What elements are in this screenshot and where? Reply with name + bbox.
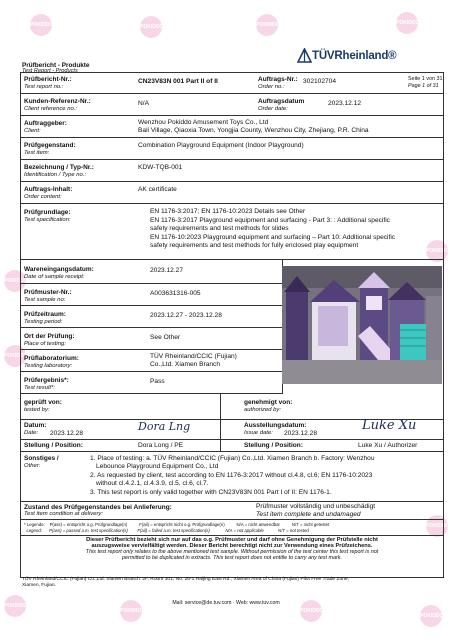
testing-period-value: 2023.12.27 - 2023.12.28 [150,312,222,319]
label-sample-no: Prüfmuster-Nr.: [24,289,72,296]
label-testing-period-en: Testing period: [24,319,63,325]
label-client-ref-en: Client reference no.: [24,106,78,112]
other-line: without cl.4.2.1, cl.4.3.9, cl.5, cl.6, cl.7. [96,480,209,487]
label-place: Ort der Prüfung: [24,333,75,340]
disclaimer-line: Dieser Prüfbericht bezieht sich nur auf das o.g. Prüfmuster und darf ohne Genehmigung der Prüfstelle nicht [86,537,378,543]
tuv-triangle-icon [297,48,312,63]
row-positions [20,440,444,452]
tested-date-value: 2023.12.28 [50,430,84,437]
test-item-value: Combination Playground Equipment (Indoor Playground) [138,142,304,149]
watermark-mark: POKIDDO [420,605,442,627]
test-spec-line: EN 1176-3:2017; EN 1176-10:2023 Details see Other [150,208,306,215]
watermark-mark: POKIDDO [256,14,278,36]
label-report-no: Prüfbericht-Nr.: [24,76,72,83]
label-testing-lab: Prüflaboratorium: [24,355,79,362]
label-condition: Zustand des Prüfgegenstandes bei Anlieferung: [24,504,172,511]
row-test-result [20,372,282,394]
row-testing-lab [20,350,282,372]
page-number-de: Seite 1 von 31 [408,76,443,82]
report-no-value: CN23V83N 001 Part II of II [138,78,218,85]
test-spec-line: safety requirements and test methods for slides [150,225,289,232]
label-order-no: Auftrags-Nr.: [258,76,298,83]
row-place-of-testing [20,328,282,350]
sample-receipt-value: 2023.12.27 [150,267,184,274]
client-address: Bali Village, Qiaoxia Town, Yongjia County, Wenzhou City, Zhejiang, P.R. China [138,127,369,134]
legend-line: * Legende: P(ass) = entspricht o.g. Prüfgrundlage(n) F(ail) = entspricht nicht o.g. Prüfgrundlage(n) N/A = nicht anwendbar N/T = nicht getestet [24,522,330,527]
row-testing-period [20,306,282,328]
label-identification: Bezeichnung / Typ-Nr.: [24,164,94,171]
label-issue-date: Ausstellungsdatum: [244,422,307,429]
label-identification-en: Identification / Type no.: [24,172,87,178]
label-sample-receipt: Wareneingangsdatum: [24,266,94,273]
disclaimer-line: auszugsweise vervielfältigt werden. Dieser Bericht berechtigt nicht zur Verwendung eines Prüfzeichens. [91,543,373,549]
test-result-value: Pass [150,378,165,385]
disclaimer-line: permitted to be duplicated in extracts. This test report does not entitle to carry any test mark. [122,555,342,561]
testing-lab-line: TÜV Rheinland/CCIC (Fujian) [150,353,237,360]
label-test-spec-en: Test specification: [24,217,71,223]
watermark-mark: POKIDDO [426,515,448,537]
address-line: TÜV Rheinland/CCIC (Fujian) Co.,Ltd. Xiamen Branch: 2F, Room 101, No. 26-1 Haijing East Rd., Xiamen Area of China (Fujian) Pilot Free Trade Zone, [22,577,350,582]
playground-illustration [282,266,442,384]
tester-position-value: Dora Long / PE [138,442,184,449]
client-ref-value: N/A [138,100,149,107]
issue-date-value: 2023.12.28 [284,430,318,437]
watermark-mark: POKIDDO [140,16,162,38]
row-report-no [20,72,444,94]
test-spec-line: EN 1176-10:2023 Playground equipment and surfacing – Part 10: Additional specific [150,234,396,241]
disclaimer-line: This test report only relates to the above mentioned test sample. Without permission of the test center this test report is not [85,549,379,555]
label-client: Auftraggeber: [24,120,67,127]
other-line: 2. As requested by client, test according to EN 1176-3:2017 without cl.4.8, cl.6; EN 1176-10:2023 [90,472,373,479]
label-test-item-en: Test item: [24,150,50,156]
row-client-ref [20,94,444,116]
row-sign-dates [20,420,444,440]
other-line: 3. This test report is only valid together with CN23V83N 001 Part I of II: EN 1176-1. [90,489,332,496]
test-spec-line: EN 1176-3:2017 Playground equipment and surfacing - Part 3: : Additional specific [150,217,390,224]
contact-line: Mail: service@de.tuv.com · Web: www.tuv.com [172,600,280,606]
row-condition [20,502,444,520]
label-test-result-en: Test result*: [24,385,55,391]
row-identification [20,160,444,182]
row-client [20,116,444,138]
label-client-ref: Kunden-Referenz-Nr.: [24,98,91,105]
watermark-mark: POKIDDO [4,345,26,367]
testing-lab-line: Co.,Ltd. Xiamen Branch [150,361,221,368]
report-type-de: Prüfbericht - Produkte [22,62,90,69]
label-tested-by: geprüft von: [24,399,62,406]
row-legend [20,520,444,536]
label-sample-no-en: Test sample no: [24,297,66,303]
row-test-item [20,138,444,160]
row-other [20,452,444,502]
row-signatures [20,394,444,420]
label-test-item: Prüfgegenstand: [24,142,76,149]
signature-divider [220,394,221,452]
label-issue-date-en: Issue date: [244,430,273,436]
watermark-mark: POKIDDO [396,12,418,34]
tester-signature: Dora Lng [138,420,191,433]
label-authorized-by-en: authorized by: [244,407,282,413]
label-position: Stellung / Position: [24,442,83,449]
authorizer-signature: Luke Xu [362,418,417,433]
label-date-en: Date: [24,430,39,436]
watermark-mark: POKIDDO [30,14,52,36]
label-order-content: Auftrags-Inhalt: [24,186,73,193]
label-other: Sonstiges / [24,455,59,462]
condition-value-de: Prüfmuster vollständig und unbeschädigt [256,503,376,510]
disclaimer [20,537,444,574]
label-sample-receipt-en: Date of sample receipt: [24,274,85,280]
label-order-date: Auftragsdatum [258,98,305,105]
other-line: Lebounce Playground Equipment Co., Ltd [96,463,219,470]
report-type-en: Test Report - Products [22,68,78,74]
authorizer-position-value: Luke Xu / Authorizer [358,442,418,449]
label-test-spec: Prüfgrundlage: [24,209,71,216]
label-tested-by-en: tested by: [24,407,50,413]
sample-no-value: A003631316-005 [150,290,201,297]
order-date-value: 2023.12.12 [328,100,362,107]
watermark-mark: POKIDDO [300,600,322,622]
watermark-mark: POKIDDO [120,600,142,622]
label-order-content-en: Order content: [24,194,62,200]
label-test-result: Prüfergebnis*: [24,377,69,384]
label-report-no-en: Test report no.: [24,84,64,90]
condition-value-en: Test item complete and undamaged [256,511,361,518]
label-client-en: Client: [24,128,41,134]
watermark-mark: POKIDDO [4,270,26,292]
test-spec-line: safety requirements and test methods for fully enclosed play equipment [150,242,359,249]
place-value: See Other [150,334,181,341]
identification-value: KDW-TQB-001 [138,164,183,171]
product-photo [282,266,442,384]
legend-line: Legend: P(ass) = passed a.m. test specification(s) F(ail) = failed a.m. test specification(s) N/A = not applicable N/T = not tested [24,528,309,533]
page-number-en: Page 1 of 31 [408,83,439,89]
row-test-specification [20,204,444,260]
label-order-no-en: Order no.: [258,84,285,90]
watermark-mark: POKIDDO [4,595,26,617]
brand-logo: TÜVRheinland® [312,50,397,62]
label-position-authorizer: Stellung / Position: [244,442,303,449]
address-line: Xiamen, Fujian. [22,583,56,588]
client-name: Wenzhou Pokiddo Amusement Toys Co., Ltd [138,119,269,126]
label-testing-lab-en: Testing laboratory: [24,363,73,369]
order-content-value: AK certificate [138,186,177,193]
label-authorized-by: genehmigt von: [244,399,293,406]
row-sample-no [20,284,282,306]
watermark-mark: POKIDDO [426,240,448,262]
label-date: Datum: [24,422,47,429]
row-sample-receipt [20,260,282,284]
label-order-date-en: Order date: [258,106,288,112]
order-no-value: 302102704 [303,78,337,85]
label-place-en: Place of testing: [24,341,66,347]
row-order-content [20,182,444,204]
label-testing-period: Prüfzeitraum: [24,311,66,318]
other-line: 1. Place of testing: a. TÜV Rheinland/CCIC (Fujian) Co.,Ltd. Xiamen Branch b. Factory: Wenzhou [90,455,375,462]
label-condition-en: Test item condition at delivery: [24,511,104,517]
label-other-en: Other: [24,463,41,469]
